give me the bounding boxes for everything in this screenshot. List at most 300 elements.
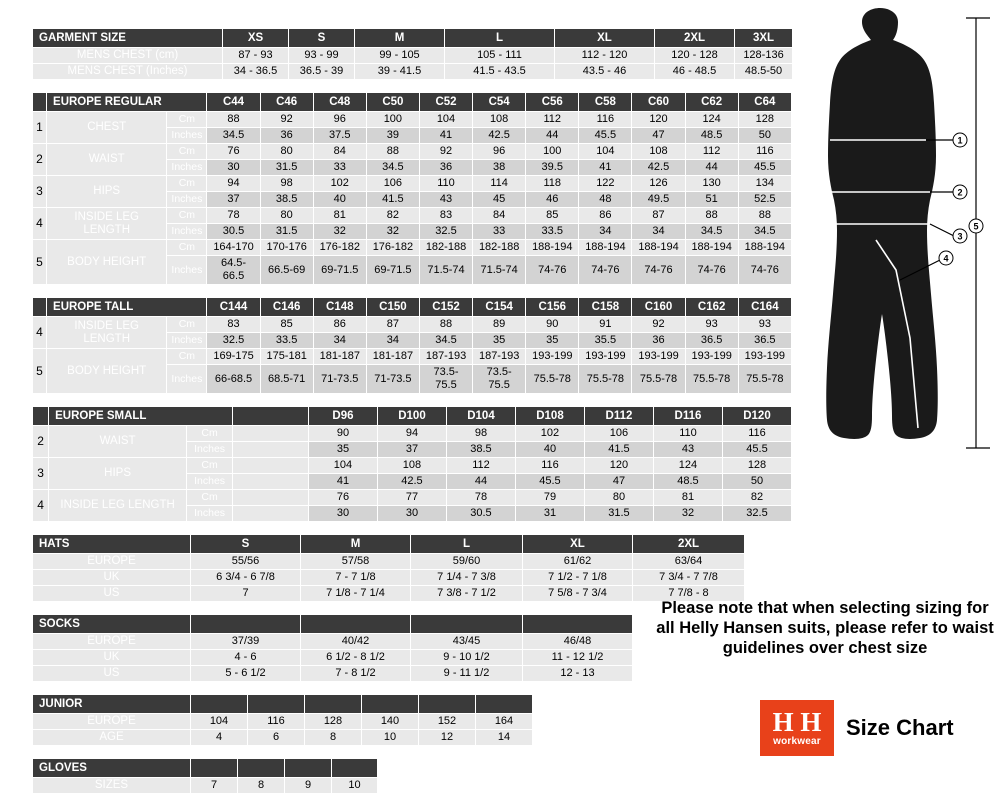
cell: 74-76 [632, 256, 685, 285]
cell: 71-73.5 [313, 365, 366, 394]
col-header-empty [332, 759, 378, 778]
row-number: 2 [33, 426, 49, 458]
cell: 34.5 [366, 160, 419, 176]
row-number: 4 [33, 490, 49, 522]
col-header-empty [191, 695, 248, 714]
col-header: C154 [473, 298, 526, 317]
cell: 116 [722, 426, 791, 442]
cell: 46/48 [523, 634, 633, 650]
cell: 4 [191, 730, 248, 746]
cell: 50 [738, 128, 791, 144]
table-row [33, 554, 745, 570]
cell: 48.5 [685, 128, 738, 144]
cell: 108 [473, 112, 526, 128]
col-header: C148 [313, 298, 366, 317]
table-row [33, 208, 792, 224]
cell: 193-199 [579, 349, 632, 365]
table-row [33, 426, 792, 442]
col-header: C160 [632, 298, 685, 317]
row-label: AGE [33, 730, 191, 746]
cell: 30 [377, 506, 446, 522]
row-label: BODY HEIGHT [47, 240, 167, 285]
cell: 44 [446, 474, 515, 490]
cell: 45.5 [738, 160, 791, 176]
row-number: 3 [33, 176, 47, 208]
col-header: C50 [366, 93, 419, 112]
cell: 7 1/2 - 7 1/8 [523, 570, 633, 586]
cell: 41.5 [366, 192, 419, 208]
col-header: C146 [260, 298, 313, 317]
row-number: 3 [33, 458, 49, 490]
cell-empty [233, 474, 309, 490]
col-header: D116 [653, 407, 722, 426]
table-row [33, 634, 633, 650]
cell: 81 [653, 490, 722, 506]
row-number: 2 [33, 144, 47, 176]
cell: 104 [419, 112, 472, 128]
table-row [33, 650, 633, 666]
col-header: C164 [738, 298, 791, 317]
cell: 48.5-50 [735, 64, 793, 80]
cell: 75.5-78 [579, 365, 632, 394]
row-number [33, 93, 47, 112]
unit-cm: Cm [167, 240, 207, 256]
col-header-empty [238, 759, 285, 778]
row-label: CHEST [47, 112, 167, 144]
cell: 102 [515, 426, 584, 442]
cell: 43/45 [411, 634, 523, 650]
cell: 34.5 [685, 224, 738, 240]
cell: 6 3/4 - 6 7/8 [191, 570, 301, 586]
cell: 12 - 13 [523, 666, 633, 682]
cell: 187-193 [419, 349, 472, 365]
cell: 112 [685, 144, 738, 160]
cell: 164-170 [207, 240, 260, 256]
cell: 116 [248, 714, 305, 730]
col-header-empty [476, 695, 533, 714]
cell: 94 [207, 176, 260, 192]
cell: 81 [313, 208, 366, 224]
cell: 91 [579, 317, 632, 333]
col-header: C52 [419, 93, 472, 112]
col-header: C158 [579, 298, 632, 317]
cell: 120 - 128 [655, 48, 735, 64]
col-header: M [301, 535, 411, 554]
cell: 7 7/8 - 8 [633, 586, 745, 602]
cell: 92 [632, 317, 685, 333]
cell: 112 [446, 458, 515, 474]
cell: 93 [685, 317, 738, 333]
cell: 34.5 [738, 224, 791, 240]
cell: 128 [738, 112, 791, 128]
col-header: D108 [515, 407, 584, 426]
col-header: 2XL [655, 29, 735, 48]
cell: 98 [260, 176, 313, 192]
cell: 34.5 [419, 333, 472, 349]
table-gloves [32, 758, 378, 794]
cell: 182-188 [473, 240, 526, 256]
cell: 8 [305, 730, 362, 746]
cell: 50 [722, 474, 791, 490]
cell: 59/60 [411, 554, 523, 570]
col-header: XL [523, 535, 633, 554]
col-header: D120 [722, 407, 791, 426]
cell: 108 [377, 458, 446, 474]
cell: 78 [207, 208, 260, 224]
cell: 34 [366, 333, 419, 349]
col-header: EUROPE REGULAR [47, 93, 207, 112]
table-row [33, 490, 792, 506]
leader-3 [930, 224, 954, 236]
cell: 88 [685, 208, 738, 224]
cell: 64.5-66.5 [207, 256, 260, 285]
table-row [33, 144, 792, 160]
body-diagram-svg [800, 8, 1000, 478]
cell: 104 [191, 714, 248, 730]
row-number: 1 [33, 112, 47, 144]
col-header: S [191, 535, 301, 554]
cell: 87 [632, 208, 685, 224]
table-hats [32, 534, 745, 602]
col-header-empty [191, 759, 238, 778]
marker-2-label: 2 [957, 187, 963, 198]
cell: 30.5 [446, 506, 515, 522]
cell: 7 [191, 778, 238, 794]
row-number: 4 [33, 317, 47, 349]
cell: 43 [419, 192, 472, 208]
cell-empty [233, 458, 309, 474]
row-label: MENS CHEST (Inches) [33, 64, 223, 80]
cell: 187-193 [473, 349, 526, 365]
cell: 33 [473, 224, 526, 240]
table-row [33, 93, 792, 112]
row-label: EUROPE [33, 554, 191, 570]
cell: 69-71.5 [366, 256, 419, 285]
unit-inches: Inches [187, 442, 233, 458]
table-socks [32, 614, 633, 682]
cell: 42.5 [377, 474, 446, 490]
col-header: GARMENT SIZE [33, 29, 223, 48]
unit-cm: Cm [187, 490, 233, 506]
unit-inches: Inches [167, 224, 207, 240]
col-header: HATS [33, 535, 191, 554]
row-label: HIPS [47, 176, 167, 208]
cell: 45.5 [515, 474, 584, 490]
cell: 38 [473, 160, 526, 176]
cell: 39 - 41.5 [355, 64, 445, 80]
cell: 88 [366, 144, 419, 160]
cell: 193-199 [738, 349, 791, 365]
unit-cm: Cm [187, 426, 233, 442]
brand-footer [760, 700, 954, 756]
measurement-figure [800, 8, 1000, 478]
cell: 106 [584, 426, 653, 442]
cell: 106 [366, 176, 419, 192]
unit-cm: Cm [167, 349, 207, 365]
table-row [33, 730, 533, 746]
cell: 46 - 48.5 [655, 64, 735, 80]
cell: 108 [632, 144, 685, 160]
col-header: C152 [419, 298, 472, 317]
row-number: 5 [33, 240, 47, 285]
col-header: M [355, 29, 445, 48]
cell: 116 [515, 458, 584, 474]
cell: 37.5 [313, 128, 366, 144]
cell: 42.5 [632, 160, 685, 176]
table-row [33, 778, 378, 794]
unit-inches: Inches [167, 365, 207, 394]
col-header-empty [191, 615, 301, 634]
cell: 30 [207, 160, 260, 176]
cell: 12 [419, 730, 476, 746]
table-row [33, 666, 633, 682]
cell: 83 [207, 317, 260, 333]
cell: 30.5 [207, 224, 260, 240]
cell: 84 [473, 208, 526, 224]
cell: 181-187 [366, 349, 419, 365]
cell: 75.5-78 [632, 365, 685, 394]
table-europe-regular [32, 92, 792, 285]
table-garment-size [32, 28, 793, 80]
logo-workwear-text: workwear [773, 736, 821, 747]
sizing-note: Please note that when selecting sizing for all Helly Hansen suits, please refer to waist guidelines over chest size [656, 599, 994, 657]
cell: 99 - 105 [355, 48, 445, 64]
cell: 68.5-71 [260, 365, 313, 394]
cell: 35 [473, 333, 526, 349]
cell: 110 [653, 426, 722, 442]
col-header-empty [233, 407, 309, 426]
tables-column [32, 28, 792, 800]
unit-inches: Inches [167, 128, 207, 144]
row-label: SIZES [33, 778, 191, 794]
cell: 73.5-75.5 [419, 365, 472, 394]
cell: 9 - 10 1/2 [411, 650, 523, 666]
col-header: C156 [526, 298, 579, 317]
cell: 41 [419, 128, 472, 144]
unit-cm: Cm [167, 208, 207, 224]
cell: 87 [366, 317, 419, 333]
cell: 92 [260, 112, 313, 128]
cell: 188-194 [632, 240, 685, 256]
cell: 74-76 [526, 256, 579, 285]
table-row [33, 298, 792, 317]
cell: 75.5-78 [526, 365, 579, 394]
size-chart-title: Size Chart [846, 715, 954, 740]
table-row [33, 695, 533, 714]
cell: 11 - 12 1/2 [523, 650, 633, 666]
cell: 41 [579, 160, 632, 176]
cell: 7 1/8 - 7 1/4 [301, 586, 411, 602]
cell: 176-182 [313, 240, 366, 256]
cell: 175-181 [260, 349, 313, 365]
cell: 73.5-75.5 [473, 365, 526, 394]
cell: 112 [526, 112, 579, 128]
cell: 90 [526, 317, 579, 333]
cell: 32.5 [419, 224, 472, 240]
cell: 80 [584, 490, 653, 506]
cell: 88 [207, 112, 260, 128]
cell: 31.5 [260, 160, 313, 176]
row-number [33, 407, 49, 426]
cell: 83 [419, 208, 472, 224]
cell: 128-136 [735, 48, 793, 64]
cell: 140 [362, 714, 419, 730]
cell: 41.5 - 43.5 [445, 64, 555, 80]
cell: 78 [446, 490, 515, 506]
cell: 34 [632, 224, 685, 240]
unit-inches: Inches [167, 160, 207, 176]
cell: 120 [632, 112, 685, 128]
cell: 182-188 [419, 240, 472, 256]
cell: 176-182 [366, 240, 419, 256]
col-header: JUNIOR [33, 695, 191, 714]
unit-inches: Inches [187, 506, 233, 522]
cell: 130 [685, 176, 738, 192]
cell: 93 - 99 [289, 48, 355, 64]
cell: 8 [238, 778, 285, 794]
cell: 7 3/4 - 7 7/8 [633, 570, 745, 586]
unit-inches: Inches [167, 333, 207, 349]
cell: 47 [584, 474, 653, 490]
cell: 181-187 [313, 349, 366, 365]
row-label: WAIST [49, 426, 187, 458]
cell: 118 [526, 176, 579, 192]
cell: 88 [738, 208, 791, 224]
col-header-empty [305, 695, 362, 714]
cell: 35 [526, 333, 579, 349]
col-header: EUROPE TALL [47, 298, 207, 317]
cell: 33 [313, 160, 366, 176]
cell: 104 [308, 458, 377, 474]
cell: 96 [313, 112, 366, 128]
cell: 74-76 [685, 256, 738, 285]
cell: 96 [473, 144, 526, 160]
cell-empty [233, 442, 309, 458]
cell: 93 [738, 317, 791, 333]
cell: 188-194 [685, 240, 738, 256]
cell: 188-194 [738, 240, 791, 256]
cell: 38.5 [446, 442, 515, 458]
cell: 80 [260, 144, 313, 160]
col-header: XL [555, 29, 655, 48]
cell: 48.5 [653, 474, 722, 490]
cell: 76 [308, 490, 377, 506]
table-row [33, 535, 745, 554]
cell: 31 [515, 506, 584, 522]
col-header-empty [362, 695, 419, 714]
col-header-empty [523, 615, 633, 634]
col-header: C44 [207, 93, 260, 112]
table-row [33, 29, 793, 48]
cell: 134 [738, 176, 791, 192]
cell: 14 [476, 730, 533, 746]
col-header: D104 [446, 407, 515, 426]
cell: 32.5 [207, 333, 260, 349]
unit-cm: Cm [167, 176, 207, 192]
table-row [33, 570, 745, 586]
row-number [33, 298, 47, 317]
cell: 79 [515, 490, 584, 506]
cell: 89 [473, 317, 526, 333]
cell: 90 [308, 426, 377, 442]
cell: 9 - 11 1/2 [411, 666, 523, 682]
cell: 41 [308, 474, 377, 490]
cell: 36.5 - 39 [289, 64, 355, 80]
cell: 188-194 [579, 240, 632, 256]
cell: 82 [722, 490, 791, 506]
cell: 7 - 7 1/8 [301, 570, 411, 586]
table-row [33, 240, 792, 256]
cell: 42.5 [473, 128, 526, 144]
cell: 52.5 [738, 192, 791, 208]
cell: 170-176 [260, 240, 313, 256]
cell: 112 - 120 [555, 48, 655, 64]
marker-1-label: 1 [957, 135, 963, 146]
col-header: XS [223, 29, 289, 48]
col-header: S [289, 29, 355, 48]
cell: 6 [248, 730, 305, 746]
table-row [33, 317, 792, 333]
col-header: C64 [738, 93, 791, 112]
cell: 152 [419, 714, 476, 730]
cell: 86 [579, 208, 632, 224]
col-header-empty [301, 615, 411, 634]
cell: 44 [526, 128, 579, 144]
cell: 128 [722, 458, 791, 474]
cell: 80 [260, 208, 313, 224]
col-header: C162 [685, 298, 738, 317]
cell: 36 [632, 333, 685, 349]
cell: 66.5-69 [260, 256, 313, 285]
cell: 116 [579, 112, 632, 128]
col-header: D112 [584, 407, 653, 426]
cell: 193-199 [632, 349, 685, 365]
cell-empty [233, 490, 309, 506]
cell: 193-199 [526, 349, 579, 365]
cell: 35.5 [579, 333, 632, 349]
row-label: INSIDE LEG LENGTH [49, 490, 187, 522]
col-header: L [445, 29, 555, 48]
col-header: 2XL [633, 535, 745, 554]
col-header: C48 [313, 93, 366, 112]
cell: 84 [313, 144, 366, 160]
cell: 124 [653, 458, 722, 474]
cell: 116 [738, 144, 791, 160]
cell: 75.5-78 [685, 365, 738, 394]
cell: 45 [473, 192, 526, 208]
unit-inches: Inches [187, 474, 233, 490]
cell: 126 [632, 176, 685, 192]
cell: 102 [313, 176, 366, 192]
col-header: C56 [526, 93, 579, 112]
cell: 34 [313, 333, 366, 349]
col-header: D100 [377, 407, 446, 426]
cell: 7 3/8 - 7 1/2 [411, 586, 523, 602]
cell: 39.5 [526, 160, 579, 176]
cell: 104 [579, 144, 632, 160]
cell: 35 [308, 442, 377, 458]
cell: 7 1/4 - 7 3/8 [411, 570, 523, 586]
cell: 63/64 [633, 554, 745, 570]
cell: 36 [419, 160, 472, 176]
cell: 55/56 [191, 554, 301, 570]
cell: 77 [377, 490, 446, 506]
cell: 32.5 [722, 506, 791, 522]
table-row [33, 112, 792, 128]
row-number: 4 [33, 208, 47, 240]
cell: 86 [313, 317, 366, 333]
marker-3-label: 3 [957, 231, 963, 242]
